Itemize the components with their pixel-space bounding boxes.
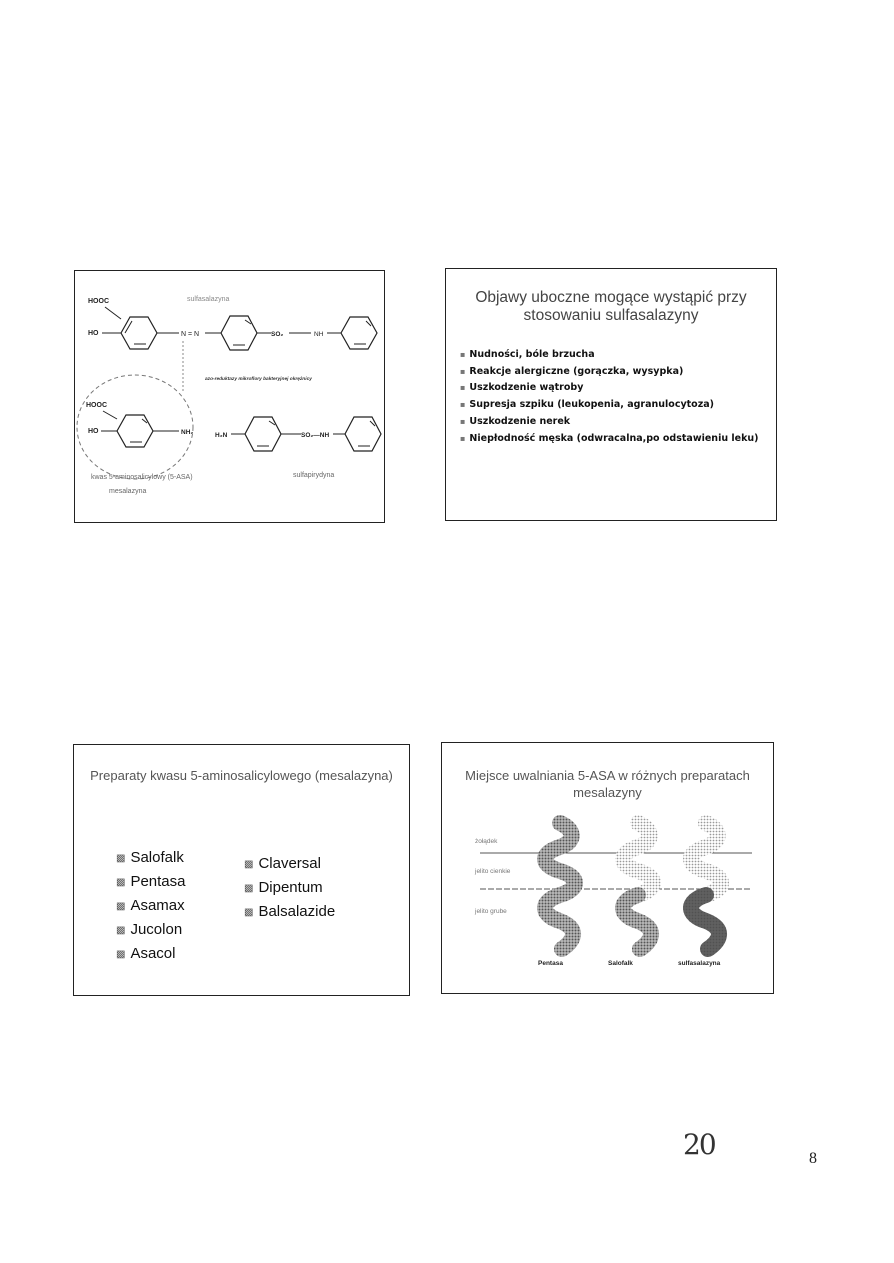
preparations-list-right xyxy=(244,853,335,925)
region-stomach: żołądek xyxy=(475,838,498,845)
list-item: ▩ Jucolon xyxy=(116,919,186,943)
label-salofalk: Salofalk xyxy=(608,960,633,967)
list-item: ▪ Nudności, bóle brzucha xyxy=(460,347,759,364)
so2nh-label: SO₂—NH xyxy=(301,432,330,439)
list-item: ▩ Salofalk xyxy=(116,847,186,871)
symptoms-list xyxy=(460,347,759,447)
region-small-intestine: jelito cienkie xyxy=(475,868,511,875)
slide-release-sites xyxy=(441,742,774,994)
handwritten-number: 20 xyxy=(683,1128,715,1161)
list-item: ▪ Supresja szpiku (leukopenia, agranulocytoza) xyxy=(460,397,759,414)
slide-preparations xyxy=(73,744,410,996)
so2-label: SO₂ xyxy=(271,331,284,338)
list-item: ▪ Uszkodzenie nerek xyxy=(460,414,759,431)
sulfasalazine-label: sulfasalazyna xyxy=(187,296,230,303)
side-effects-title: Objawy uboczne mogące wystąpić przy stosowaniu sulfasalazyny xyxy=(475,289,747,324)
label-pentasa: Pentasa xyxy=(538,960,563,967)
slide-side-effects xyxy=(445,268,777,521)
sulfapyridine-label: sulfapirydyna xyxy=(293,472,335,479)
region-large-intestine: jelito grube xyxy=(475,908,507,915)
mesalazine-label: mesalazyna xyxy=(109,488,147,495)
pentasa-gut-illustration xyxy=(545,823,575,949)
acid-label: kwas 5-aminosalicylowy (5-ASA) xyxy=(91,474,193,481)
list-item: ▩ Claversal xyxy=(244,853,335,877)
list-item: ▪ Uszkodzenie wątroby xyxy=(460,380,759,397)
azo-group-label: N = N xyxy=(181,331,200,338)
list-item: ▩ Asacol xyxy=(116,943,186,967)
h2n-label: H₂N xyxy=(215,432,228,439)
list-item: ▩ Dipentum xyxy=(244,877,335,901)
ho2-label: HO xyxy=(88,428,99,435)
sulfasalazine-gut-illustration xyxy=(691,823,721,949)
hooc2-label: HOOC xyxy=(86,402,107,409)
slide-sulfasalazine-metabolism xyxy=(74,270,385,523)
chemical-structure-diagram xyxy=(75,271,383,521)
release-diagram xyxy=(442,743,772,992)
list-item: ▩ Balsalazide xyxy=(244,901,335,925)
salofalk-gut-illustration xyxy=(623,823,653,949)
list-item: ▩ Pentasa xyxy=(116,871,186,895)
preparations-title: Preparaty kwasu 5-aminosalicylowego (mesalazyna) xyxy=(90,768,393,783)
list-item: ▩ Asamax xyxy=(116,895,186,919)
enzyme-label: azo-reduktazy mikroflory bakteryjnej okrężnicy xyxy=(205,377,312,382)
list-item: ▪ Niepłodność męska (odwracalna,po odstawieniu leku) xyxy=(460,431,759,448)
label-sulfasalazine: sulfasalazyna xyxy=(678,960,721,967)
ho-label: HO xyxy=(88,330,99,337)
release-sites-title: Miejsce uwalniania 5-ASA w różnych preparatach mesalazyny xyxy=(465,768,750,800)
nh2-label: NH₂ xyxy=(181,429,194,436)
nh-label: NH xyxy=(314,331,324,338)
preparations-list-left xyxy=(116,847,186,967)
page-number: 8 xyxy=(809,1150,817,1167)
hooc-label: HOOC xyxy=(88,298,109,305)
list-item: ▪ Reakcje alergiczne (gorączka, wysypka) xyxy=(460,364,759,381)
